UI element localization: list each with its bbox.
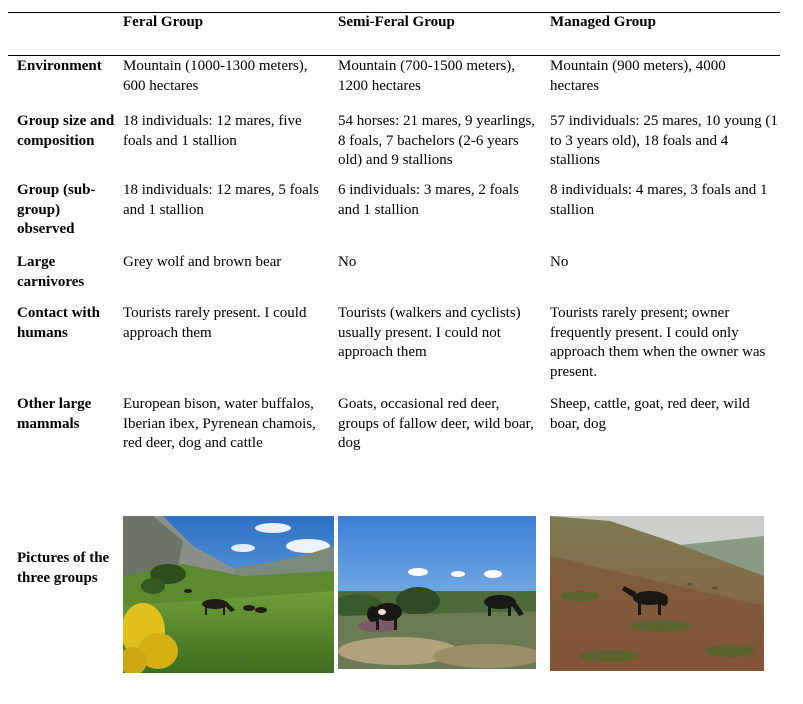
cell-carnivores-feral: Grey wolf and brown bear [123,254,282,270]
cell-group-size-semi-feral: 54 horses: 21 mares, 9 yearlings, 8 foals, 7 bachelors (2-6 years old) and 9 stallions [338,113,536,168]
cell-carnivores-managed: No [550,254,569,270]
column-header-semi-feral: Semi-Feral Group [338,14,455,30]
cell-environment-semi-feral: Mountain (700-1500 meters), 1200 hectares [338,58,516,94]
cell-contact-semi-feral: Tourists (walkers and cyclists) usually present. I could not approach them [338,305,521,360]
semi-feral-group-photo [338,516,536,669]
row-label-large-carnivores: Large carnivores [17,254,85,290]
cell-group-observed-feral: 18 individuals: 12 mares, 5 foals and 1 stallion [123,182,319,218]
row-label-contact-with-humans: Contact with humans [17,305,100,341]
cell-mammals-managed: Sheep, cattle, goat, red deer, wild boar, dog [550,396,750,432]
cell-mammals-semi-feral: Goats, occasional red deer, groups of fallow deer, wild boar, dog [338,396,534,451]
column-header-feral: Feral Group [123,14,204,30]
header-bottom-rule [8,55,780,56]
cell-contact-feral: Tourists rarely present. I could approach them [123,305,307,341]
feral-group-photo [123,516,334,673]
cell-carnivores-semi-feral: No [338,254,357,270]
cell-group-observed-semi-feral: 6 individuals: 3 mares, 2 foals and 1 stallion [338,182,519,218]
row-label-other-large-mammals: Other large mammals [17,396,92,432]
cell-group-observed-managed: 8 individuals: 4 mares, 3 foals and 1 stallion [550,182,768,218]
row-label-pictures: Pictures of the three groups [17,550,110,586]
cell-group-size-feral: 18 individuals: 12 mares, five foals and 1 stallion [123,113,302,149]
cell-group-size-managed: 57 individuals: 25 mares, 10 young (1 to 3 years old), 18 foals and 4 stallions [550,113,778,168]
cell-mammals-feral: European bison, water buffalos, Iberian ibex, Pyrenean chamois, red deer, dog and cattle [123,396,316,451]
cell-environment-feral: Mountain (1000-1300 meters), 600 hectares [123,58,308,94]
managed-group-photo [550,516,764,671]
cell-contact-managed: Tourists rarely present; owner frequently present. I could only approach them when the owner was present. [550,305,766,380]
row-label-group-size: Group size and composition [17,113,115,149]
cell-environment-managed: Mountain (900 meters), 4000 hectares [550,58,726,94]
row-label-group-observed: Group (sub-group) observed [17,182,96,237]
column-header-managed: Managed Group [550,14,656,30]
row-label-environment: Environment [17,58,102,74]
